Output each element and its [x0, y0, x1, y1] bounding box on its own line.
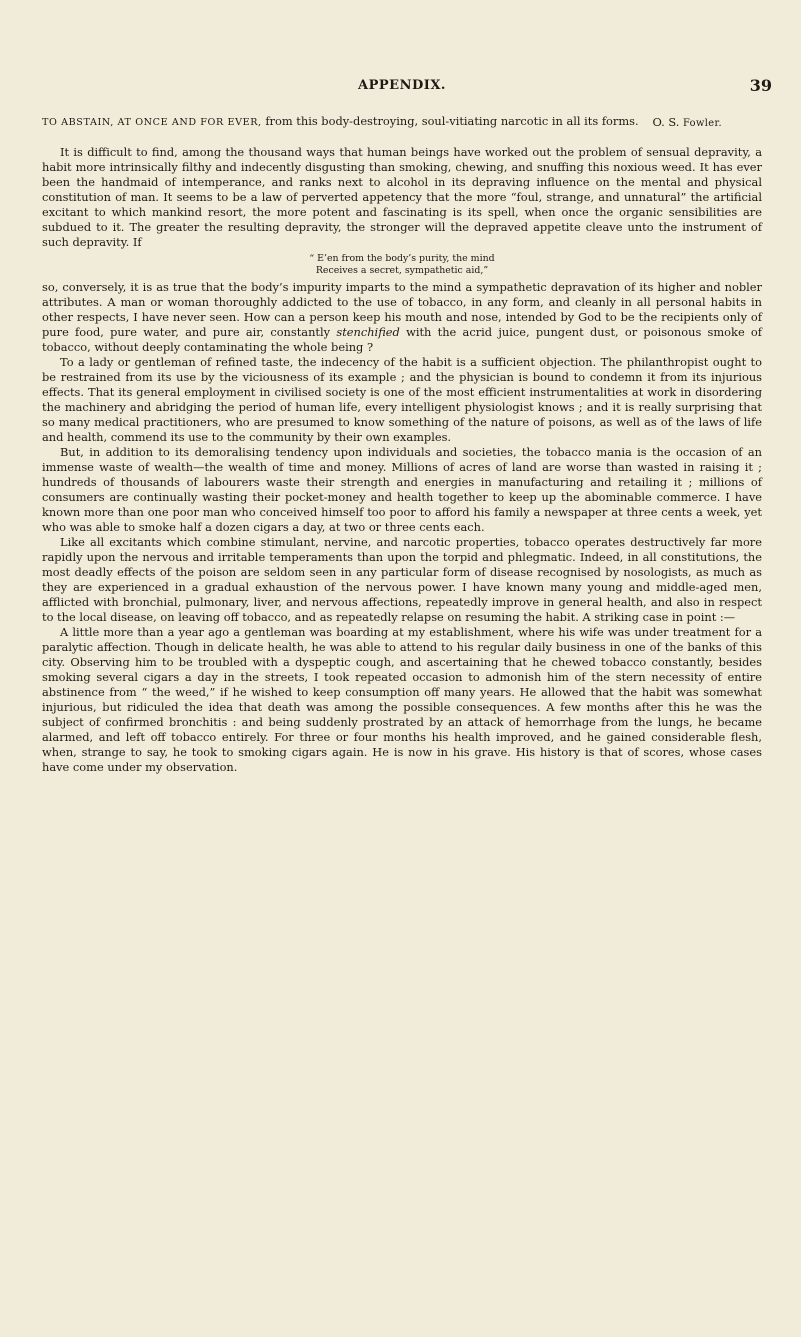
- running-head: [42, 76, 772, 98]
- paragraph-5: Like all excitants which combine stimulant, nervine, and narcotic properties, tobacco operates destructively far more rapidly upon the nervous and irritable temperaments than upon the torpid and phlegmatic. Indeed, in all constitutions, the most deadly effects of the poison are seldom seen in any particular form of disease recognised by nosologists, as much as they are experienced in a gradual exhaustion of the nervous power. I have known many young and middle-aged men, afflicted with bronchial, pulmonary, liver, and nervous affections, repeatedly improve in general health, and also in respect to the local disease, on leaving off tobacco, and as repeatedly relapse on resuming the habit. A striking case in point :—: [42, 535, 762, 624]
- paragraph-6: A little more than a year ago a gentleman was boarding at my establishment, where his wife was under treatment for a paralytic affection. Though in delicate health, he was able to attend to his regular daily business in one of the banks of this city. Observing him to be troubled with a dyspeptic cough, and ascertaining that he chewed tobacco constantly, besides smoking several cigars a day in the streets, I took repeated occasion to admonish him of the stern necessity of entire abstinence from “ the weed,” if he wished to keep consumption off many years. He allowed that the habit was somewhat injurious, but ridiculed the idea that death was among the possible consequences. A few months after this he was the subject of confirmed bronchitis : and being suddenly prostrated by an attack of hemorrhage from the lungs, he became alarmed, and left off tobacco entirely. For three or four months his health improved, and he gained considerable flesh, when, strange to say, he took to smoking cigars again. He is now in his grave. His history is that of scores, whose cases have come under my observation.: [42, 625, 762, 774]
- signature-name: Fowler.: [683, 118, 722, 129]
- paragraph-1: It is difficult to find, among the thousand ways that human beings have worked out the problem of sensual depravity, a habit more intrinsically filthy and indecently disgusting than smoking, chewing, and snuffing this noxious weed. It has ever been the handmaid of intemperance, and ranks next to alcohol in its depraving influence on the mental and physical constitution of man. It seems to be a law of perverted appetency that the more “foul, strange, and unnatural” the artificial excitant to which mankind resort, the more potent and fascinating is its spell, when once the organic sensibilities are subdued to it. The greater the resulting depravity, the stronger will the depraved appetite cleave unto the instrument of such depravity. If: [42, 145, 762, 249]
- paragraph-2-emphasis: stenchified: [336, 325, 400, 339]
- opening-lead: TO ABSTAIN, AT ONCE AND FOR EVER,: [42, 117, 262, 128]
- book-page: [42, 0, 772, 775]
- verse-quote: [42, 253, 762, 277]
- paragraph-2-part-a: so, conversely, it is as true that the body’s impurity imparts to the mind a sympathetic depravation of its higher and nobler attributes. A man or woman thoroughly addicted to the use of tobacco, in any form, and cleanly in all personal habits in other respects, I have never seen. How can a person keep his mouth and nose, intended by God to be the recipients only of pure food, pure water, and pure air, constantly: [42, 280, 762, 339]
- opening-text: from this body-destroying, soul-vitiating narcotic in all its forms.: [261, 114, 639, 128]
- verse-line-2: Receives a secret, sympathetic aid,”: [315, 265, 489, 276]
- signature-initials: O. S.: [652, 115, 683, 129]
- paragraph-3: To a lady or gentleman of refined taste, the indecency of the habit is a sufficient objection. The philanthropist ought to be restrained from its use by the viciousness of its example ; and the physician is bound to condemn it from its injurious effects. That its general employment in civilised society is one of the most efficient instrumentalities at work in disordering the machinery and abridging the period of human life, every intelligent physiologist knows ; and it is really surprising that so many medical practitioners, who are presumed to know something of the nature of poisons, as well as of the laws of life and health, commend its use to the community by their own examples.: [42, 355, 762, 444]
- paragraph-4: But, in addition to its demoralising tendency upon individuals and societies, the tobacco mania is the occasion of an immense waste of wealth—the wealth of time and money. Millions of acres of land are worse than wasted in raising it ; hundreds of thousands of labourers waste their strength and energies in manufacturing and retailing it ; millions of consumers are continually wasting their pocket-money and health together to keep up the abominable commerce. I have known more than one poor man who conceived himself too poor to afford his family a newspaper at three cents a week, yet who was able to smoke half a dozen cigars a day, at two or three cents each.: [42, 445, 762, 534]
- verse-line-1: “ E’en from the body’s purity, the mind: [309, 253, 495, 264]
- running-title: APPENDIX.: [358, 78, 446, 93]
- paragraph-2: [42, 280, 762, 355]
- page-number: 39: [749, 76, 772, 95]
- paragraph-2-part-b: with the acrid juice, pungent dust, or poisonous smoke of tobacco, without deeply contaminating the whole being ?: [42, 325, 762, 354]
